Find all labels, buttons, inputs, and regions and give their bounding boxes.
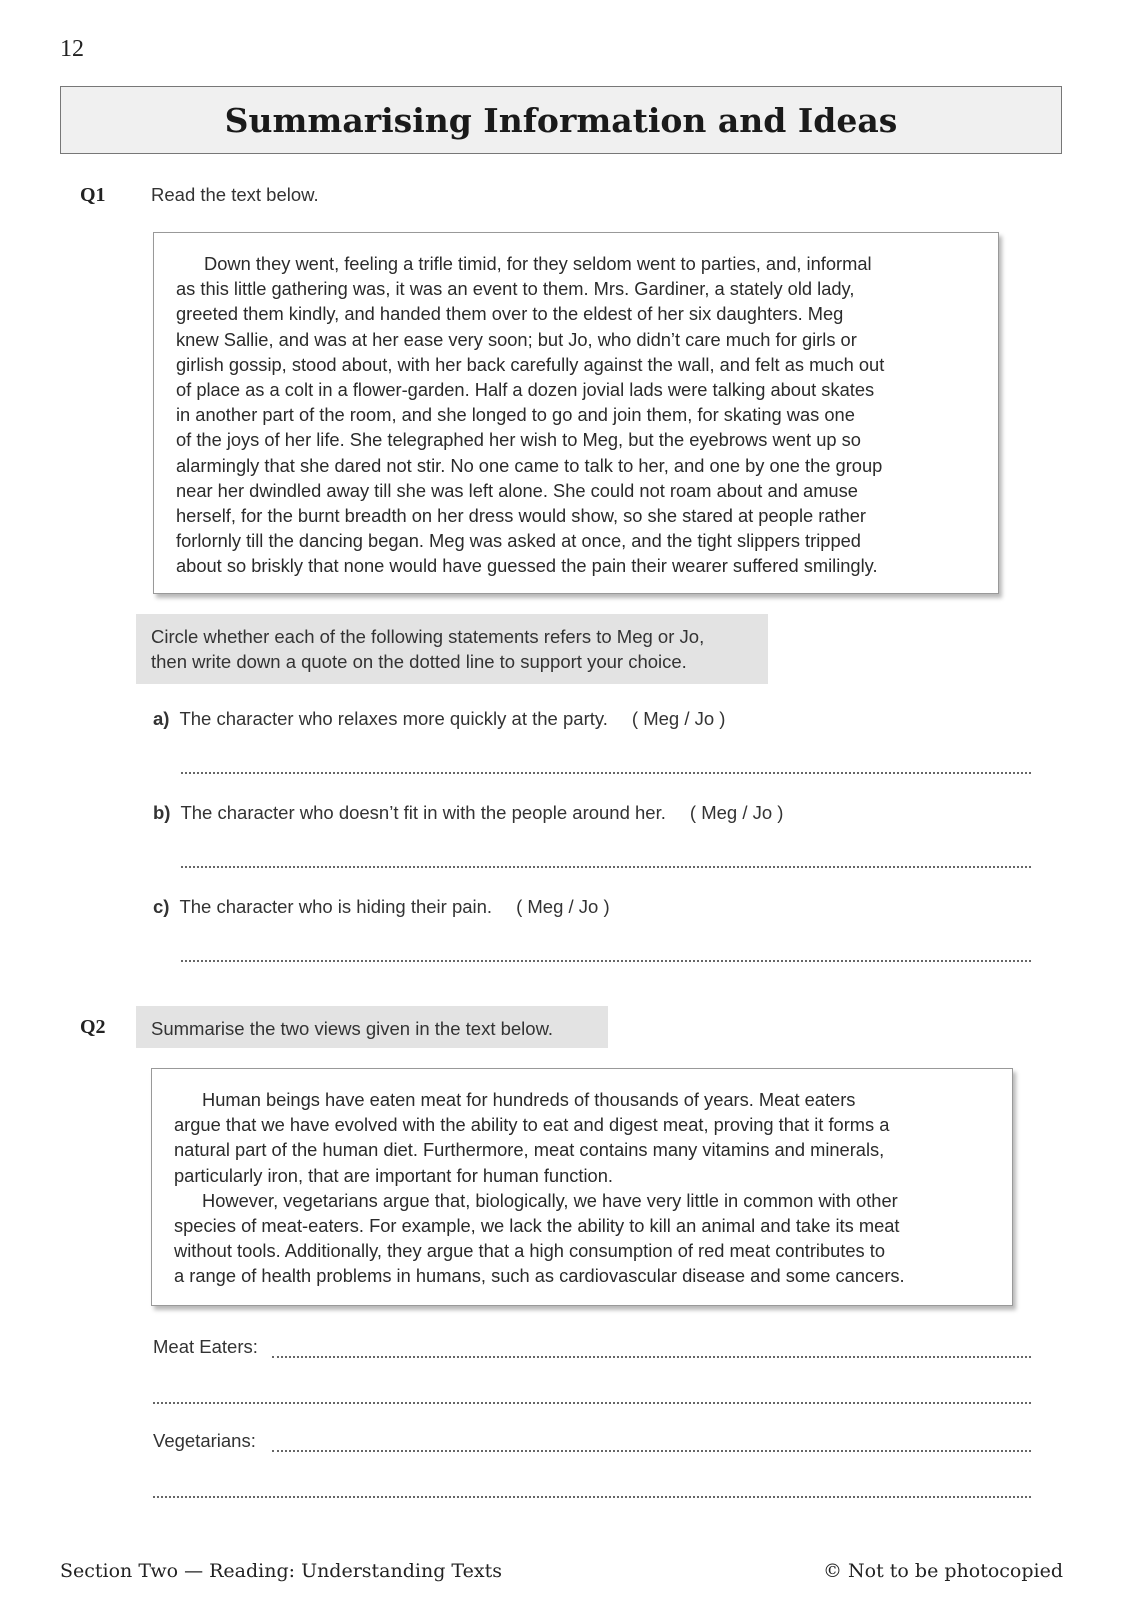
question-2-instruction: Summarise the two views given in the text below. xyxy=(151,1018,554,1039)
passage-line: herself, for the burnt breadth on her dress would show, so she stared at people rather xyxy=(176,505,867,527)
statement-c xyxy=(153,896,610,918)
answer-line-a[interactable] xyxy=(181,772,1031,774)
title-banner xyxy=(60,86,1062,154)
passage-line: a range of health problems in humans, such as cardiovascular disease and some cancers. xyxy=(174,1265,905,1287)
question-2-instruction-box xyxy=(136,1006,608,1048)
meat-eaters-answer-line-1[interactable] xyxy=(272,1356,1031,1358)
vegetarians-answer-line-2[interactable] xyxy=(153,1496,1031,1498)
passage-line: as this little gathering was, it was an event to them. Mrs. Gardiner, a stately old lady, xyxy=(176,278,855,300)
passage-line: about so briskly that none would have guessed the pain their wearer suffered smilingly. xyxy=(176,555,878,577)
passage-line: knew Sallie, and was at her ease very soon; but Jo, who didn’t care much for girls or xyxy=(176,328,857,350)
passage-line: of place as a colt in a flower-garden. Half a dozen jovial lads were talking about skates xyxy=(176,379,875,401)
question-1-label: Q1 xyxy=(80,184,106,206)
footer-copyright: © Not to be photocopied xyxy=(823,1560,1063,1582)
statement-label: b) xyxy=(153,802,171,823)
passage-line: near her dwindled away till she was left alone. She could not roam about and amuse xyxy=(176,479,858,501)
passage-line: in another part of the room, and she longed to go and join them, for skating was one xyxy=(176,404,855,426)
answer-line-c[interactable] xyxy=(181,960,1031,962)
statement-label: c) xyxy=(153,896,170,917)
passage-line: species of meat-eaters. For example, we lack the ability to kill an animal and take its meat xyxy=(174,1215,900,1237)
statement-text: The character who is hiding their pain. xyxy=(179,896,493,917)
meg-jo-choice-c[interactable]: ( Meg / Jo ) xyxy=(516,896,610,917)
passage-line: particularly iron, that are important for human function. xyxy=(174,1164,613,1186)
page-title: Summarising Information and Ideas xyxy=(224,100,898,140)
question-2-label: Q2 xyxy=(80,1016,106,1038)
passage-line: girlish gossip, stood about, with her back carefully against the wall, and felt as much out xyxy=(176,353,885,375)
vegetarians-label: Vegetarians: xyxy=(153,1430,256,1451)
statement-a xyxy=(153,708,725,730)
statement-b xyxy=(153,802,783,824)
passage-line: of the joys of her life. She telegraphed her wish to Meg, but the eyebrows went up so xyxy=(176,429,861,451)
passage-line: Down they went, feeling a trifle timid, for they seldom went to parties, and, informal xyxy=(204,253,872,274)
task-instruction-line: Circle whether each of the following statements refers to Meg or Jo, xyxy=(151,626,705,647)
passage-line: forlornly till the dancing began. Meg was asked at once, and the tight slippers tripped xyxy=(176,530,861,552)
statement-label: a) xyxy=(153,708,170,729)
passage-line: However, vegetarians argue that, biologically, we have very little in common with other xyxy=(202,1189,898,1211)
question-1-instruction: Read the text below. xyxy=(151,184,319,205)
statement-text: The character who doesn’t fit in with the people around her. xyxy=(180,802,666,823)
task-instruction-line: then write down a quote on the dotted line to support your choice. xyxy=(151,651,687,672)
passage-line: Human beings have eaten meat for hundreds of thousands of years. Meat eaters xyxy=(202,1089,856,1110)
passage-line: greeted them kindly, and handed them over to the eldest of her six daughters. Meg xyxy=(176,303,844,325)
passage-line: alarmingly that she dared not stir. No one came to talk to her, and one by one the group xyxy=(176,454,883,476)
statement-text: The character who relaxes more quickly at the party. xyxy=(179,708,608,729)
passage-box-q1 xyxy=(153,232,999,594)
meg-jo-choice-b[interactable]: ( Meg / Jo ) xyxy=(689,802,784,823)
passage-line: natural part of the human diet. Furthermore, meat contains many vitamins and minerals, xyxy=(174,1139,885,1161)
passage-text-q2 xyxy=(152,1069,1012,1289)
passage-line: without tools. Additionally, they argue that a high consumption of red meat contributes to xyxy=(174,1240,886,1262)
passage-box-q2 xyxy=(151,1068,1013,1306)
vegetarians-answer-line-1[interactable] xyxy=(272,1450,1031,1452)
answer-line-b[interactable] xyxy=(181,866,1031,868)
meat-eaters-answer-line-2[interactable] xyxy=(153,1402,1031,1404)
meat-eaters-label: Meat Eaters: xyxy=(153,1336,258,1357)
passage-text-q1 xyxy=(154,233,998,579)
passage-line: argue that we have evolved with the ability to eat and digest meat, proving that it forms a xyxy=(174,1114,890,1136)
page-number: 12 xyxy=(60,36,84,62)
footer-section-title: Section Two — Reading: Understanding Texts xyxy=(60,1560,502,1582)
task-instruction-box xyxy=(136,614,768,684)
meg-jo-choice-a[interactable]: ( Meg / Jo ) xyxy=(631,708,726,729)
